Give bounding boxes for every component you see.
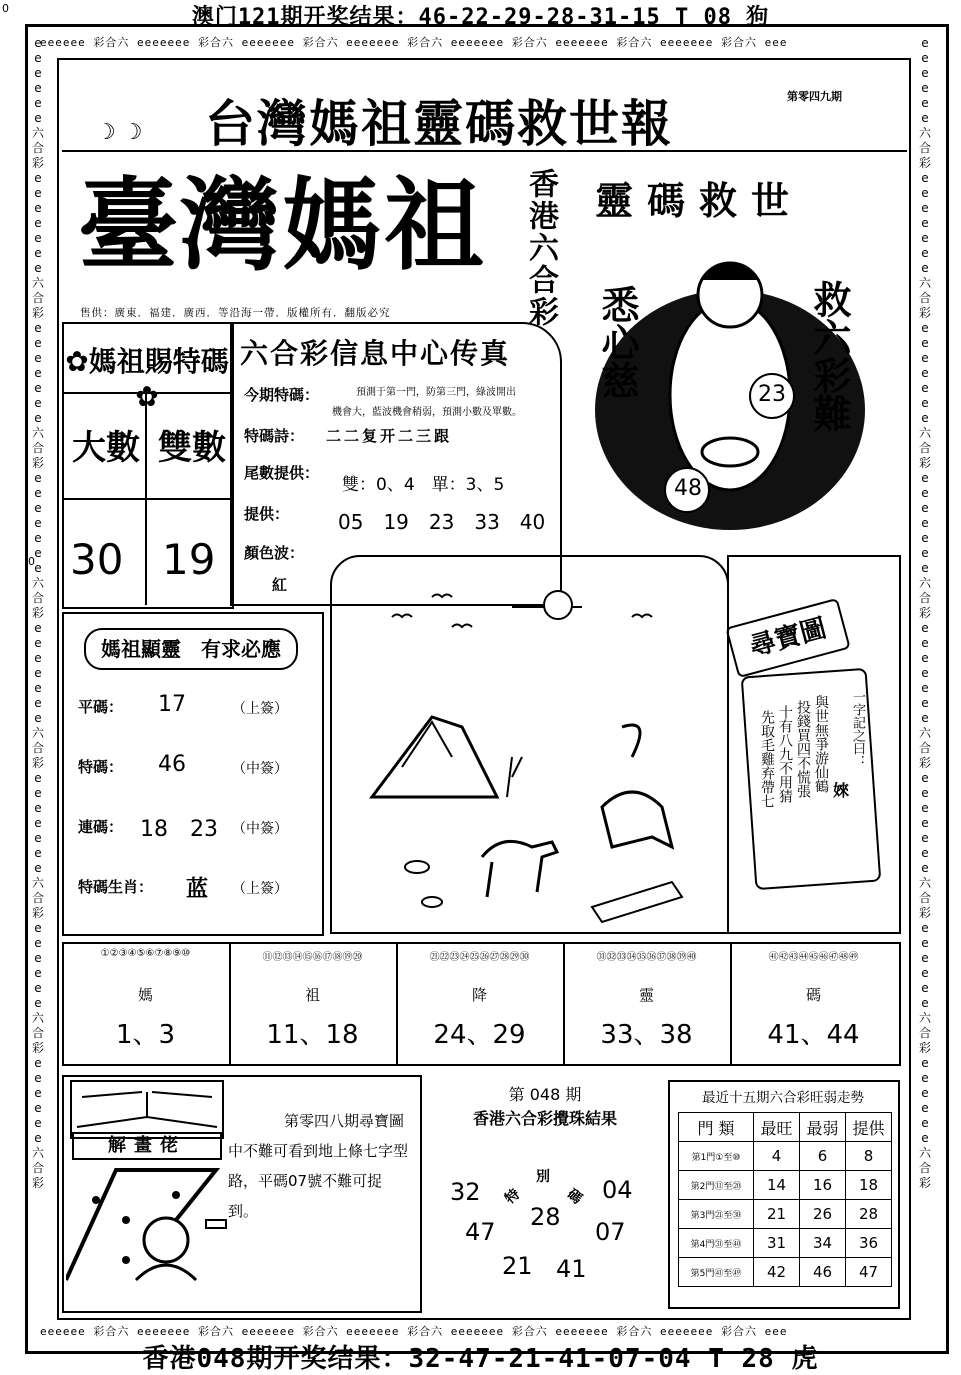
gate-char: 媽 (137, 986, 153, 1004)
info-row5-label: 顏色波： (244, 544, 305, 562)
info-row4-value: 05 19 23 33 40 (338, 510, 546, 534)
result-num: 32 (450, 1178, 481, 1206)
special-num-b: 19 (162, 535, 216, 584)
oracle-value: 18 23 (140, 817, 218, 842)
poem-col-4: 先取毛雞弃帶七 (759, 710, 775, 808)
trend-header-row (679, 1113, 892, 1142)
gate-balls: ㉛㉜㉝㉞㉟㊱㊲㊳㊴㊵ (596, 952, 697, 963)
gate-nums: 24、29 (433, 1020, 526, 1050)
info-heading: 六合彩信息中心传真 (240, 337, 511, 370)
book-icon (70, 1080, 224, 1139)
result-num: 04 (602, 1176, 633, 1204)
oracle-row (78, 810, 308, 870)
gate-balls: ①②③④⑤⑥⑦⑧⑨⑩ (100, 948, 191, 959)
trend-cell: 6 (800, 1142, 846, 1171)
results-issue: 第 048 期 (508, 1085, 582, 1104)
gate-nums: 11、18 (266, 1020, 359, 1050)
oracle-value: 蓝 (186, 877, 209, 902)
treasure-illustration (330, 555, 729, 934)
trend-gate: 第5門㊶至㊾ (679, 1258, 754, 1287)
distribution-note: 售供：廣東．福建．廣西．等沿海一帶．版權所有．翻版必究 (80, 307, 391, 319)
top-result-banner: 澳门121期开奖结果：46-22-29-28-31-15 T 08 狗 (191, 5, 770, 30)
special-heading-text: 媽祖賜特碼 (88, 345, 229, 378)
info-row1-label: 今期特碼： (244, 386, 320, 404)
trend-header: 提供 (846, 1113, 892, 1142)
oracle-row (78, 750, 308, 810)
oracle-note: （上簽） (232, 881, 288, 897)
explain-label: 解畫佬 (72, 1132, 222, 1160)
landscape-icon (332, 557, 727, 932)
trend-row (679, 1258, 892, 1287)
info-row3-label: 尾數提供： (244, 464, 320, 482)
trend-cell: 36 (846, 1229, 892, 1258)
info-row1-text2: 機會大，藍波機會稍弱，預測小數及單數。 (332, 407, 522, 418)
bottom-border-pattern: eeeeee 彩合六 eeeeeee 彩合六 eeeeeee 彩合六 eeeeeee 彩合六 eeeeeee 彩合六 eeeeeee 彩合六 eeeeeee 彩合六 eee (40, 1325, 788, 1338)
result-num: 41 (556, 1255, 587, 1283)
oracle-list (78, 690, 308, 930)
info-row5-value: 紅 (272, 576, 288, 594)
result-num: 07 (595, 1218, 626, 1246)
oracle-label: 特碼： (78, 758, 124, 776)
trend-cell: 42 (754, 1258, 800, 1287)
oracle-label: 平碼： (78, 698, 124, 716)
gate-nums: 41、44 (767, 1020, 860, 1050)
buddha-arc-text: 靈碼救世 (595, 179, 804, 223)
gate-char: 祖 (304, 986, 320, 1004)
gate-nums: 33、38 (600, 1020, 693, 1050)
open-book-icon (72, 1082, 222, 1137)
scholar-icon (66, 1160, 246, 1300)
poem-col-2: 投錢買四不慌張 (795, 700, 811, 798)
gates-row (62, 942, 901, 1066)
gate-cell (396, 942, 565, 1066)
corner-mark-mid: 0 (28, 555, 35, 568)
trend-gate: 第2門⑪至⑳ (679, 1171, 754, 1200)
special-divider (62, 392, 232, 394)
result-num: 21 (502, 1252, 533, 1280)
trend-title: 最近十五期六合彩旺弱走勢 (702, 1090, 864, 1106)
gate-cell (229, 942, 398, 1066)
oracle-note: （中簽） (232, 821, 288, 837)
result-num: 47 (465, 1218, 496, 1246)
gate-cell (730, 942, 897, 1066)
gate-cell (563, 942, 732, 1066)
flower-icon: ✿ (65, 345, 89, 378)
oracle-label: 特碼生肖： (78, 878, 154, 896)
trend-cell: 26 (800, 1200, 846, 1229)
big-label: 大數 (72, 428, 140, 468)
gate-char: 降 (471, 986, 487, 1004)
trend-cell: 46 (800, 1258, 846, 1287)
buddha-right-text: 救六彩難 (807, 280, 851, 432)
side-title: 香港六合彩 (523, 168, 558, 328)
gate-balls: ㊶㊷㊸㊹㊺㊻㊼㊽㊾ (768, 952, 859, 963)
moon-icon: ☽ ☽ (96, 120, 143, 145)
newspaper-title: 台灣媽祖靈碼救世報 (205, 95, 673, 153)
trend-header: 門 類 (679, 1113, 754, 1142)
poem-col-1: 與世無爭游仙鶴 (813, 695, 829, 793)
special-label-3: 碼 (563, 1186, 585, 1208)
special-label-2: 別 (536, 1169, 550, 1185)
trend-table (678, 1112, 892, 1287)
buddha-number-1: 23 (758, 382, 786, 407)
oracle-value: 17 (158, 692, 186, 717)
trend-cell: 14 (754, 1171, 800, 1200)
special-label-1: 特 (502, 1186, 524, 1208)
masthead-divider (62, 150, 907, 152)
special-num-a: 30 (70, 535, 124, 584)
oracle-label: 連碼： (78, 818, 124, 836)
gate-nums: 1、3 (115, 1020, 176, 1050)
buddha-number-2: 48 (674, 476, 702, 501)
top-border-pattern: eeeeee 彩合六 eeeeeee 彩合六 eeeeeee 彩合六 eeeeeee 彩合六 eeeeeee 彩合六 eeeeeee 彩合六 eeeeeee 彩合六 eee (40, 36, 788, 49)
big-title: 臺灣媽祖 (78, 166, 486, 284)
trend-header: 最弱 (800, 1113, 846, 1142)
info-row3-value: 雙：0、4 單：3、5 (342, 475, 505, 495)
trend-cell: 28 (846, 1200, 892, 1229)
double-label: 雙數 (158, 428, 226, 468)
info-row2-value: 二二复开二三跟 (326, 427, 453, 445)
oracle-value: 46 (158, 752, 186, 777)
trend-cell: 47 (846, 1258, 892, 1287)
explain-illustration (66, 1160, 246, 1300)
buddha-left-text: 悉心慈 (595, 285, 639, 399)
trend-row (679, 1200, 892, 1229)
oracle-row (78, 870, 308, 930)
bottom-result-banner: 香港048期开奖结果：32-47-21-41-07-04 T 28 虎 (142, 1344, 819, 1374)
trend-cell: 21 (754, 1200, 800, 1229)
trend-gate: 第1門①至⑩ (679, 1142, 754, 1171)
oracle-note: （上簽） (232, 701, 288, 717)
gate-balls: ㉑㉒㉓㉔㉕㉖㉗㉘㉙㉚ (429, 952, 530, 963)
gate-balls: ⑪⑫⑬⑭⑮⑯⑰⑱⑲⑳ (262, 952, 363, 963)
special-heading (64, 340, 230, 413)
info-row4-label: 提供： (244, 505, 290, 523)
gate-char: 靈 (638, 986, 654, 1004)
trend-gate: 第3門㉑至㉚ (679, 1200, 754, 1229)
trend-row (679, 1142, 892, 1171)
trend-cell: 18 (846, 1171, 892, 1200)
trend-gate: 第4門㉛至㊵ (679, 1229, 754, 1258)
right-border-pattern: e e e e e e 六 合 彩 e e e e e e e 六 合 彩 e e e e e e e 六 合 彩 e e e e e e e 六 合 彩 e e e e e e e 六 合 彩 e e e e e e e 六 合 彩 e e e e e e 六 合 彩 e e e e e e 六 合 彩 (918, 36, 931, 1190)
left-border-pattern: e e e e e e 六 合 彩 e e e e e e e 六 合 彩 e e e e e e e 六 合 彩 e e e e e e e 六 合 彩 e e e e e e e 六 合 彩 e e e e e e e 六 合 彩 e e e e e e 六 合 彩 e e e e e e 六 合 彩 (31, 36, 44, 1190)
oracle-row (78, 690, 308, 750)
trend-cell: 16 (800, 1171, 846, 1200)
trend-cell: 31 (754, 1229, 800, 1258)
info-row1-text1: 預測于第一門，防第三門，綠波開出 (356, 387, 516, 398)
trend-header: 最旺 (754, 1113, 800, 1142)
gate-char: 碼 (805, 986, 821, 1004)
oracle-heading: 媽祖顯靈 有求必應 (84, 628, 298, 670)
trend-cell: 4 (754, 1142, 800, 1171)
trend-row (679, 1171, 892, 1200)
oracle-note: （中簽） (232, 761, 288, 777)
poem-col-3: 十有八九不用猜 (777, 705, 793, 803)
buddha-illustration (580, 160, 900, 540)
treasure-intro: 一字記之曰： (850, 690, 865, 768)
trend-cell: 34 (800, 1229, 846, 1258)
gate-cell (62, 942, 231, 1066)
issue-number: 第零四九期 (787, 90, 842, 103)
trend-row (679, 1229, 892, 1258)
special-divider-2 (62, 498, 232, 500)
treasure-title: 尋寶圖 (725, 598, 851, 678)
results-title: 香港六合彩攪珠結果 (472, 1109, 617, 1128)
explain-text: 第零四八期尋寶圖中不難可看到地上條七字型路，平碼07號不難可捉到。 (228, 1112, 409, 1220)
corner-mark: 0 (2, 2, 9, 15)
special-result-num: 28 (530, 1203, 561, 1231)
flower-icon: ✿ (135, 380, 159, 413)
trend-cell: 8 (846, 1142, 892, 1171)
info-row2-label: 特碼詩： (244, 427, 305, 445)
treasure-answer: 婡 (833, 781, 850, 800)
